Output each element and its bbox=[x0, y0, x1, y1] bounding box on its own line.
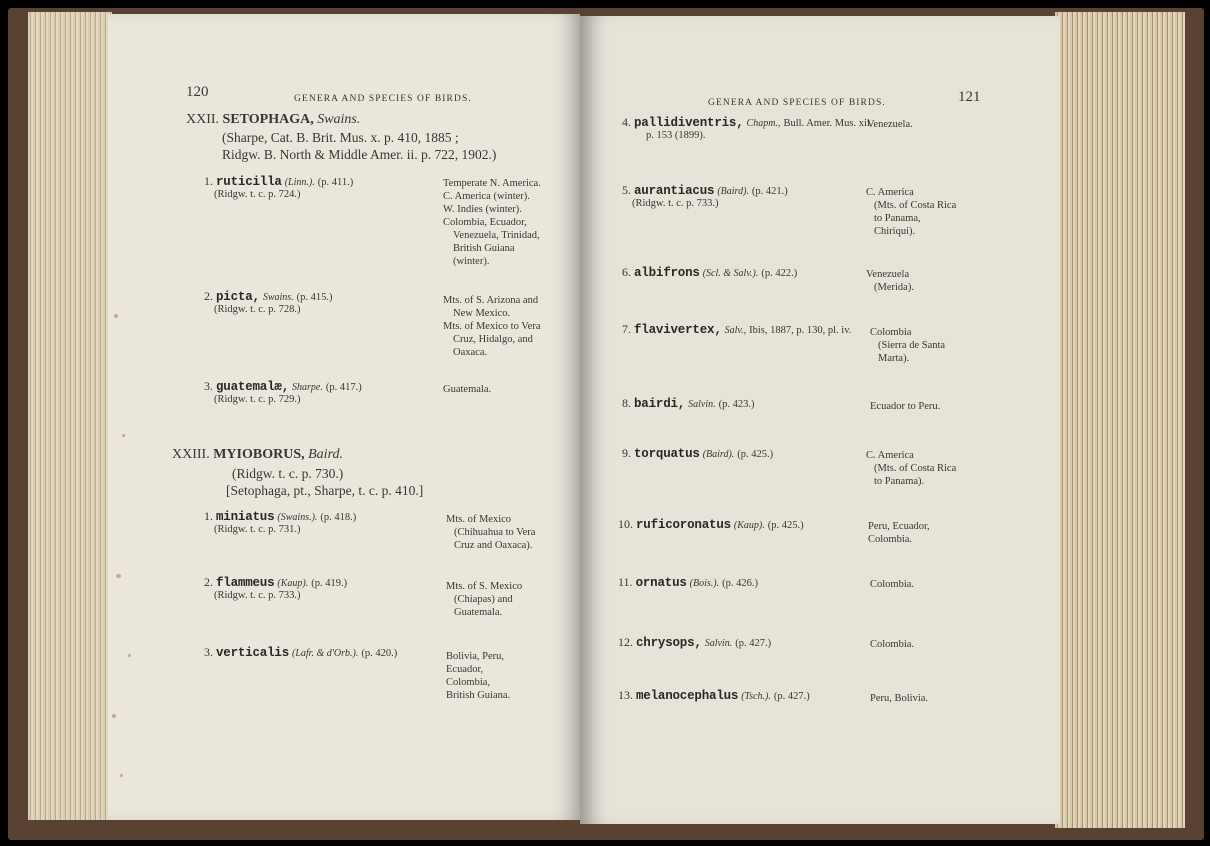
species-entry: 7. flavivertex, Salv., Ibis, 1887, p. 130, pl. iv. bbox=[622, 322, 852, 337]
genus-heading: XXII. SETOPHAGA, Swains. bbox=[186, 112, 361, 127]
distribution: Venezuela (Merida). bbox=[866, 269, 914, 293]
species-entry: 1. miniatus (Swains.). (p. 418.) bbox=[204, 509, 357, 524]
species-ref: (Ridgw. t. c. p. 733.) bbox=[632, 198, 719, 209]
distribution: Bolivia, Peru, Ecuador, Colombia, British Guiana. bbox=[446, 651, 511, 701]
genus-heading: XXIII. MYIOBORUS, Baird. bbox=[172, 447, 343, 462]
distribution: Venezuela. bbox=[867, 119, 913, 130]
page-number: 121 bbox=[958, 89, 981, 105]
species-entry: 9. torquatus (Baird). (p. 425.) bbox=[622, 446, 774, 461]
species-entry: 13. melanocephalus (Tsch.). (p. 427.) bbox=[618, 688, 810, 703]
distribution: Peru, Bolivia. bbox=[870, 693, 929, 704]
species-entry: 1. ruticilla (Linn.). (p. 411.) bbox=[204, 174, 354, 189]
distribution: Mts. of Mexico (Chihuahua to Vera Cruz and Oaxaca). bbox=[446, 514, 536, 551]
distribution: Ecuador to Peru. bbox=[870, 401, 941, 412]
species-entry: 10. ruficoronatus (Kaup). (p. 425.) bbox=[618, 517, 804, 532]
species-entry: 11. ornatus (Bois.). (p. 426.) bbox=[618, 575, 758, 590]
species-entry: 3. verticalis (Lafr. & d'Orb.). (p. 420.) bbox=[204, 645, 398, 660]
species-entry: 8. bairdi, Salvin. (p. 423.) bbox=[622, 396, 755, 411]
distribution: C. America (Mts. of Costa Rica to Panama, Chiriqui). bbox=[866, 187, 957, 237]
species-entry: 2. flammeus (Kaup). (p. 419.) bbox=[204, 575, 348, 590]
distribution: Guatemala. bbox=[443, 384, 492, 395]
genus-ref: (Ridgw. t. c. p. 730.) bbox=[232, 466, 344, 481]
page-number: 120 bbox=[186, 84, 209, 100]
distribution: Mts. of S. Arizona and New Mexico. Mts. of Mexico to Vera Cruz, Hidalgo, and Oaxaca. bbox=[443, 295, 541, 358]
distribution: C. America (Mts. of Costa Rica to Panama). bbox=[866, 450, 957, 487]
species-entry: 5. aurantiacus (Baird). (p. 421.) bbox=[622, 183, 788, 198]
distribution: Colombia (Sierra de Santa Marta). bbox=[870, 327, 946, 364]
species-ref: p. 153 (1899). bbox=[646, 130, 706, 141]
left-page-edges bbox=[28, 12, 112, 820]
running-head: GENERA AND SPECIES OF BIRDS. bbox=[294, 94, 472, 104]
right-page bbox=[580, 16, 1060, 824]
species-entry: 12. chrysops, Salvin. (p. 427.) bbox=[618, 635, 772, 650]
distribution: Temperate N. America. C. America (winter). W. Indies (winter). Colombia, Ecuador, Venezuela, Trinidad, British Guiana (winter). bbox=[443, 178, 541, 267]
distribution: Colombia. bbox=[870, 579, 915, 590]
genus-ref: [Setophaga, pt., Sharpe, t. c. p. 410.] bbox=[226, 483, 424, 498]
species-entry: 2. picta, Swains. (p. 415.) bbox=[204, 289, 333, 304]
right-page-edges bbox=[1055, 12, 1185, 828]
running-head: GENERA AND SPECIES OF BIRDS. bbox=[708, 98, 886, 108]
distribution: Colombia. bbox=[870, 639, 915, 650]
species-ref: (Ridgw. t. c. p. 724.) bbox=[214, 189, 301, 200]
left-page bbox=[108, 14, 580, 820]
genus-ref: Ridgw. B. North & Middle Amer. ii. p. 722, 1902.) bbox=[222, 147, 497, 162]
genus-ref: (Sharpe, Cat. B. Brit. Mus. x. p. 410, 1885 ; bbox=[222, 130, 459, 145]
species-entry: 6. albifrons (Scl. & Salv.). (p. 422.) bbox=[622, 265, 798, 280]
species-entry: 4. pallidiventris, Chapm., Bull. Amer. Mus. xii. bbox=[622, 115, 873, 130]
species-entry: 3. guatemalæ, Sharpe. (p. 417.) bbox=[204, 379, 362, 394]
species-ref: (Ridgw. t. c. p. 728.) bbox=[214, 304, 301, 315]
distribution: Peru, Ecuador, Colombia. bbox=[868, 521, 930, 545]
species-ref: (Ridgw. t. c. p. 729.) bbox=[214, 394, 301, 405]
species-ref: (Ridgw. t. c. p. 731.) bbox=[214, 524, 301, 535]
distribution: Mts. of S. Mexico (Chiapas) and Guatemala. bbox=[446, 581, 523, 618]
species-ref: (Ridgw. t. c. p. 733.) bbox=[214, 590, 301, 601]
